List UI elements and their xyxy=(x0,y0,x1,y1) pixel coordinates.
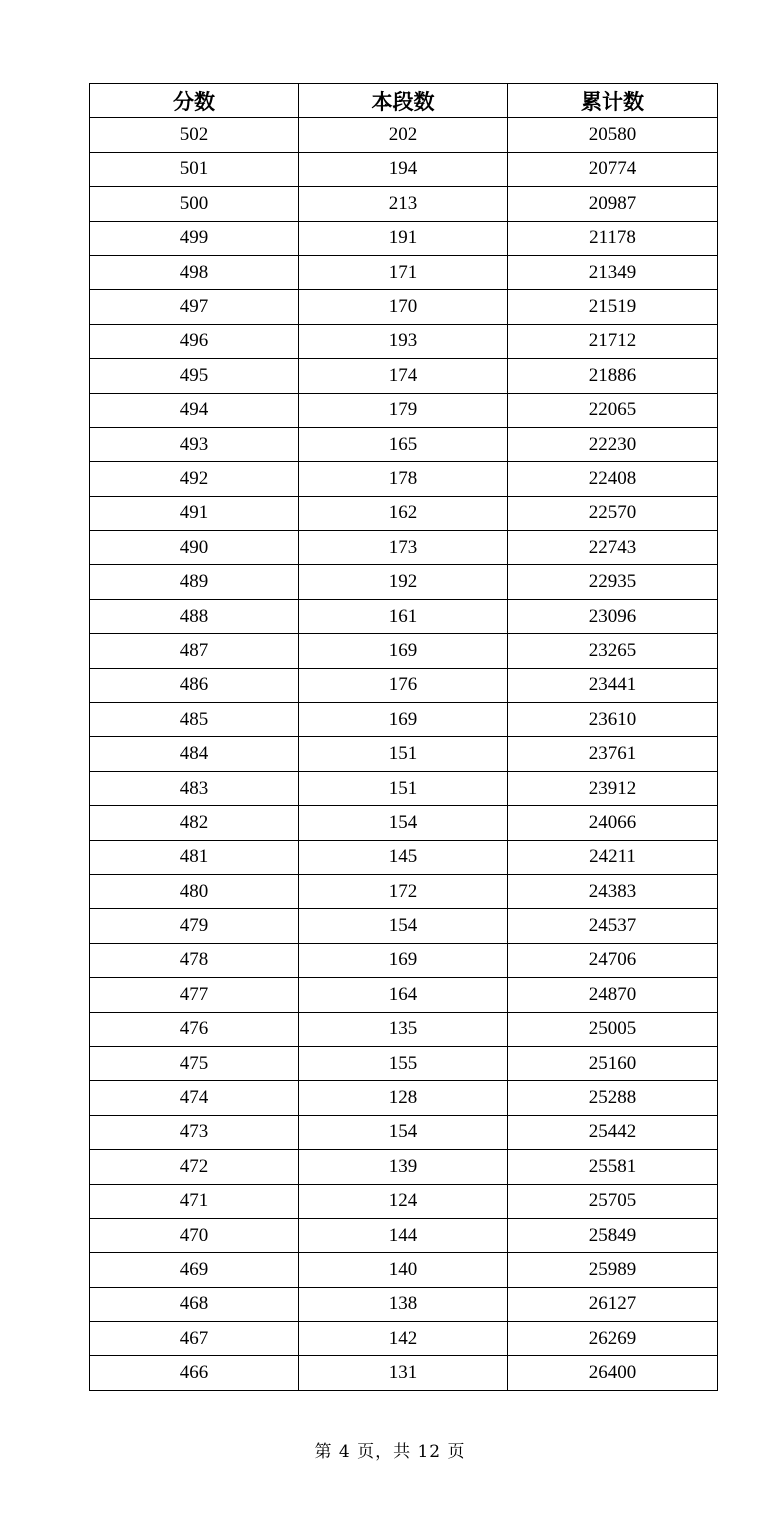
cell-cumulative-count: 21349 xyxy=(508,255,718,289)
cell-cumulative-count: 23610 xyxy=(508,703,718,737)
cell-cumulative-count: 22935 xyxy=(508,565,718,599)
cell-cumulative-count: 24383 xyxy=(508,874,718,908)
cell-cumulative-count: 23441 xyxy=(508,668,718,702)
table-row xyxy=(90,152,718,186)
cell-cumulative-count: 20580 xyxy=(508,118,718,152)
table-row xyxy=(90,840,718,874)
cell-cumulative-count: 20987 xyxy=(508,187,718,221)
cell-segment-count: 161 xyxy=(299,599,508,633)
table-row xyxy=(90,943,718,977)
table-row xyxy=(90,565,718,599)
cell-score: 496 xyxy=(90,324,299,358)
cell-segment-count: 170 xyxy=(299,290,508,324)
cell-segment-count: 135 xyxy=(299,1012,508,1046)
cell-score: 466 xyxy=(90,1356,299,1390)
table-row xyxy=(90,290,718,324)
cell-score: 482 xyxy=(90,806,299,840)
table-row xyxy=(90,462,718,496)
cell-segment-count: 131 xyxy=(299,1356,508,1390)
cell-segment-count: 176 xyxy=(299,668,508,702)
cell-score: 499 xyxy=(90,221,299,255)
header-segment-count: 本段数 xyxy=(299,84,508,118)
cell-segment-count: 169 xyxy=(299,634,508,668)
cell-cumulative-count: 26400 xyxy=(508,1356,718,1390)
cell-score: 497 xyxy=(90,290,299,324)
cell-segment-count: 213 xyxy=(299,187,508,221)
cell-score: 502 xyxy=(90,118,299,152)
cell-cumulative-count: 23761 xyxy=(508,737,718,771)
table-row xyxy=(90,1253,718,1287)
cell-segment-count: 169 xyxy=(299,703,508,737)
table-row xyxy=(90,874,718,908)
cell-cumulative-count: 22230 xyxy=(508,427,718,461)
cell-cumulative-count: 22408 xyxy=(508,462,718,496)
cell-cumulative-count: 25581 xyxy=(508,1150,718,1184)
cell-score: 481 xyxy=(90,840,299,874)
cell-cumulative-count: 23096 xyxy=(508,599,718,633)
cell-score: 468 xyxy=(90,1287,299,1321)
cell-score: 485 xyxy=(90,703,299,737)
cell-score: 501 xyxy=(90,152,299,186)
cell-segment-count: 164 xyxy=(299,978,508,1012)
cell-segment-count: 138 xyxy=(299,1287,508,1321)
cell-score: 477 xyxy=(90,978,299,1012)
cell-score: 486 xyxy=(90,668,299,702)
table-row xyxy=(90,187,718,221)
table-row xyxy=(90,1184,718,1218)
cell-segment-count: 202 xyxy=(299,118,508,152)
table-row xyxy=(90,221,718,255)
cell-score: 484 xyxy=(90,737,299,771)
cell-segment-count: 162 xyxy=(299,496,508,530)
cell-segment-count: 178 xyxy=(299,462,508,496)
table-header-row xyxy=(90,84,718,118)
cell-score: 493 xyxy=(90,427,299,461)
cell-segment-count: 173 xyxy=(299,531,508,565)
cell-score: 480 xyxy=(90,874,299,908)
cell-score: 469 xyxy=(90,1253,299,1287)
table-row xyxy=(90,1218,718,1252)
cell-cumulative-count: 25005 xyxy=(508,1012,718,1046)
cell-cumulative-count: 24537 xyxy=(508,909,718,943)
table-row xyxy=(90,118,718,152)
cell-score: 473 xyxy=(90,1115,299,1149)
table-row xyxy=(90,668,718,702)
table-row xyxy=(90,496,718,530)
table-row xyxy=(90,393,718,427)
cell-score: 467 xyxy=(90,1322,299,1356)
table-row xyxy=(90,1322,718,1356)
cell-segment-count: 144 xyxy=(299,1218,508,1252)
cell-cumulative-count: 21886 xyxy=(508,359,718,393)
table-row xyxy=(90,1115,718,1149)
cell-cumulative-count: 24870 xyxy=(508,978,718,1012)
cell-segment-count: 154 xyxy=(299,1115,508,1149)
cell-cumulative-count: 26269 xyxy=(508,1322,718,1356)
cell-score: 478 xyxy=(90,943,299,977)
cell-cumulative-count: 25849 xyxy=(508,1218,718,1252)
table-row xyxy=(90,634,718,668)
cell-segment-count: 165 xyxy=(299,427,508,461)
cell-segment-count: 140 xyxy=(299,1253,508,1287)
cell-segment-count: 128 xyxy=(299,1081,508,1115)
cell-cumulative-count: 20774 xyxy=(508,152,718,186)
cell-segment-count: 171 xyxy=(299,255,508,289)
cell-cumulative-count: 24706 xyxy=(508,943,718,977)
cell-score: 475 xyxy=(90,1046,299,1080)
cell-segment-count: 151 xyxy=(299,771,508,805)
table-row xyxy=(90,978,718,1012)
cell-segment-count: 145 xyxy=(299,840,508,874)
table-row xyxy=(90,1287,718,1321)
cell-score: 472 xyxy=(90,1150,299,1184)
header-cumulative-count: 累计数 xyxy=(508,84,718,118)
table-row xyxy=(90,1012,718,1046)
table-row xyxy=(90,324,718,358)
table-body xyxy=(90,118,718,1390)
table-row xyxy=(90,1081,718,1115)
cell-cumulative-count: 23265 xyxy=(508,634,718,668)
table-row xyxy=(90,1150,718,1184)
cell-cumulative-count: 25160 xyxy=(508,1046,718,1080)
cell-score: 495 xyxy=(90,359,299,393)
cell-cumulative-count: 25989 xyxy=(508,1253,718,1287)
cell-cumulative-count: 21712 xyxy=(508,324,718,358)
cell-cumulative-count: 21178 xyxy=(508,221,718,255)
cell-cumulative-count: 23912 xyxy=(508,771,718,805)
table-row xyxy=(90,255,718,289)
cell-cumulative-count: 24066 xyxy=(508,806,718,840)
table-row xyxy=(90,359,718,393)
cell-segment-count: 142 xyxy=(299,1322,508,1356)
cell-segment-count: 194 xyxy=(299,152,508,186)
cell-cumulative-count: 25288 xyxy=(508,1081,718,1115)
cell-cumulative-count: 22065 xyxy=(508,393,718,427)
table-row xyxy=(90,909,718,943)
score-distribution-table xyxy=(89,83,718,1391)
cell-score: 494 xyxy=(90,393,299,427)
table-row xyxy=(90,771,718,805)
cell-segment-count: 155 xyxy=(299,1046,508,1080)
table-row xyxy=(90,806,718,840)
table-row xyxy=(90,599,718,633)
cell-score: 483 xyxy=(90,771,299,805)
cell-score: 471 xyxy=(90,1184,299,1218)
table-row xyxy=(90,703,718,737)
cell-cumulative-count: 26127 xyxy=(508,1287,718,1321)
cell-score: 476 xyxy=(90,1012,299,1046)
cell-segment-count: 191 xyxy=(299,221,508,255)
cell-cumulative-count: 25705 xyxy=(508,1184,718,1218)
cell-segment-count: 192 xyxy=(299,565,508,599)
cell-cumulative-count: 25442 xyxy=(508,1115,718,1149)
cell-segment-count: 193 xyxy=(299,324,508,358)
cell-segment-count: 151 xyxy=(299,737,508,771)
cell-segment-count: 172 xyxy=(299,874,508,908)
cell-score: 492 xyxy=(90,462,299,496)
cell-score: 498 xyxy=(90,255,299,289)
cell-score: 488 xyxy=(90,599,299,633)
cell-score: 474 xyxy=(90,1081,299,1115)
cell-segment-count: 179 xyxy=(299,393,508,427)
header-score: 分数 xyxy=(90,84,299,118)
cell-segment-count: 169 xyxy=(299,943,508,977)
cell-cumulative-count: 22570 xyxy=(508,496,718,530)
cell-segment-count: 154 xyxy=(299,806,508,840)
cell-score: 490 xyxy=(90,531,299,565)
cell-score: 500 xyxy=(90,187,299,221)
cell-score: 487 xyxy=(90,634,299,668)
cell-segment-count: 154 xyxy=(299,909,508,943)
cell-score: 489 xyxy=(90,565,299,599)
table-row xyxy=(90,531,718,565)
table-row xyxy=(90,427,718,461)
page-footer: 第 4 页，共 12 页 xyxy=(314,1442,466,1462)
table-row xyxy=(90,737,718,771)
cell-score: 470 xyxy=(90,1218,299,1252)
table-row xyxy=(90,1356,718,1390)
cell-segment-count: 124 xyxy=(299,1184,508,1218)
cell-score: 491 xyxy=(90,496,299,530)
cell-score: 479 xyxy=(90,909,299,943)
cell-cumulative-count: 21519 xyxy=(508,290,718,324)
cell-segment-count: 174 xyxy=(299,359,508,393)
cell-cumulative-count: 22743 xyxy=(508,531,718,565)
cell-cumulative-count: 24211 xyxy=(508,840,718,874)
cell-segment-count: 139 xyxy=(299,1150,508,1184)
table-row xyxy=(90,1046,718,1080)
